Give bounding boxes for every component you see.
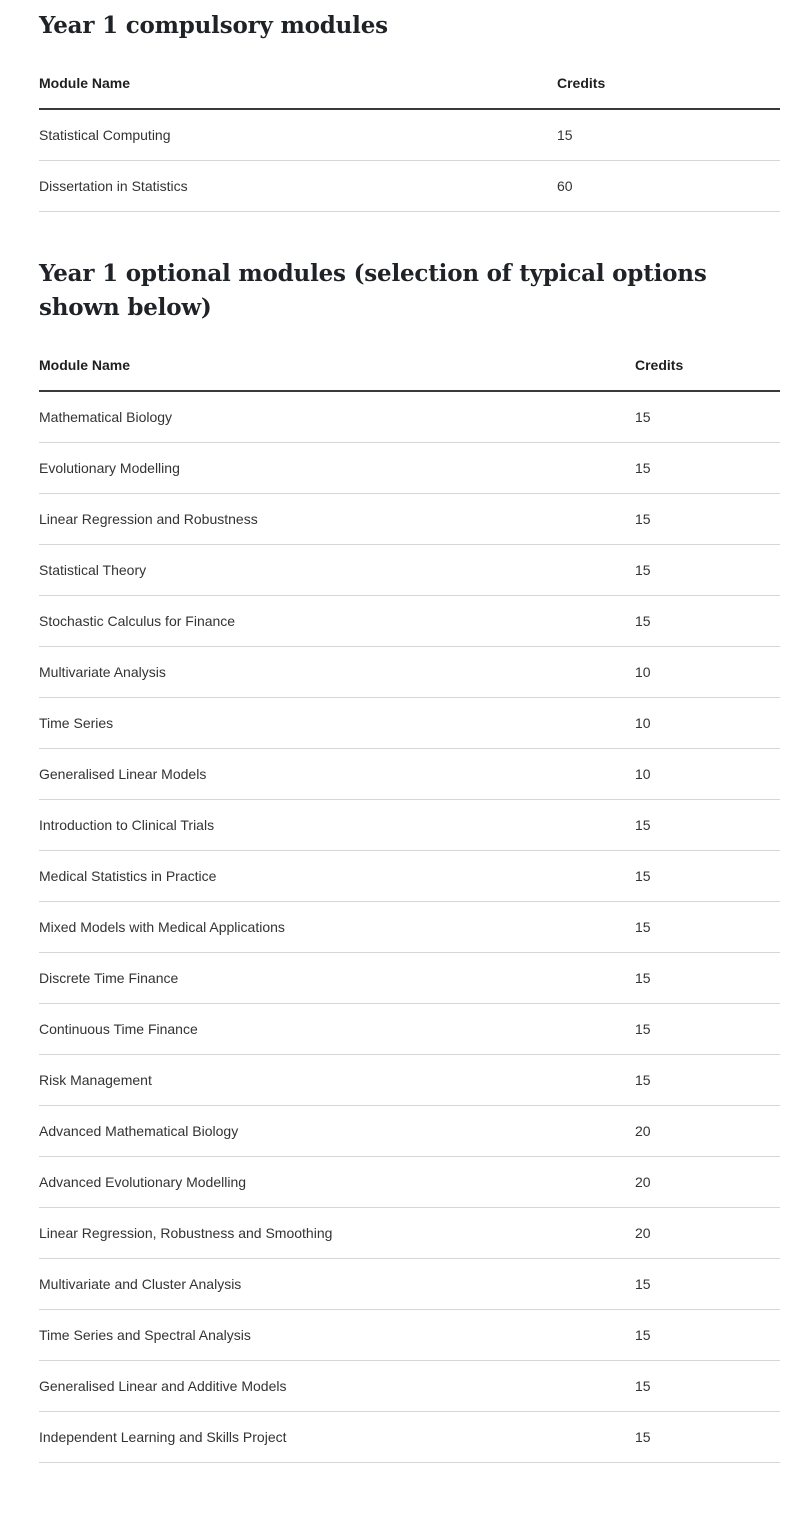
table-row xyxy=(39,391,780,443)
module-name-cell: Linear Regression and Robustness xyxy=(39,494,635,545)
module-name-cell: Mathematical Biology xyxy=(39,391,635,443)
table-row xyxy=(39,749,780,800)
module-name-cell: Introduction to Clinical Trials xyxy=(39,800,635,851)
module-name-cell: Discrete Time Finance xyxy=(39,953,635,1004)
credits-cell: 15 xyxy=(635,902,780,953)
credits-column-header: Credits xyxy=(635,340,780,391)
optional-modules-heading: Year 1 optional modules (selection of typical options shown below) xyxy=(39,260,707,321)
table-header-row xyxy=(39,58,780,109)
module-name-cell: Statistical Theory xyxy=(39,545,635,596)
compulsory-modules-body xyxy=(39,109,780,212)
credits-cell: 15 xyxy=(635,1004,780,1055)
module-name-cell: Time Series xyxy=(39,698,635,749)
table-row xyxy=(39,494,780,545)
module-name-cell: Linear Regression, Robustness and Smoothing xyxy=(39,1208,635,1259)
credits-cell: 15 xyxy=(635,1259,780,1310)
credits-cell: 20 xyxy=(635,1157,780,1208)
credits-cell: 15 xyxy=(635,953,780,1004)
module-name-cell: Mixed Models with Medical Applications xyxy=(39,902,635,953)
credits-cell: 15 xyxy=(635,1361,780,1412)
credits-cell: 10 xyxy=(635,749,780,800)
table-header-row xyxy=(39,340,780,391)
optional-modules-table xyxy=(39,340,780,1463)
table-row xyxy=(39,698,780,749)
credits-cell: 20 xyxy=(635,1106,780,1157)
module-name-cell: Independent Learning and Skills Project xyxy=(39,1412,635,1463)
compulsory-modules-heading: Year 1 compulsory modules xyxy=(39,12,388,39)
credits-cell: 15 xyxy=(557,109,780,161)
table-row xyxy=(39,161,780,212)
table-row xyxy=(39,647,780,698)
table-row xyxy=(39,596,780,647)
module-name-cell: Risk Management xyxy=(39,1055,635,1106)
module-name-cell: Advanced Mathematical Biology xyxy=(39,1106,635,1157)
credits-cell: 20 xyxy=(635,1208,780,1259)
module-name-cell: Multivariate Analysis xyxy=(39,647,635,698)
table-row xyxy=(39,1157,780,1208)
credits-cell: 10 xyxy=(635,698,780,749)
credits-cell: 60 xyxy=(557,161,780,212)
table-row xyxy=(39,1259,780,1310)
credits-cell: 15 xyxy=(635,851,780,902)
table-row xyxy=(39,443,780,494)
module-name-cell: Multivariate and Cluster Analysis xyxy=(39,1259,635,1310)
credits-cell: 10 xyxy=(635,647,780,698)
table-row xyxy=(39,1106,780,1157)
module-name-column-header: Module Name xyxy=(39,58,557,109)
module-name-column-header: Module Name xyxy=(39,340,635,391)
module-name-cell: Statistical Computing xyxy=(39,109,557,161)
credits-cell: 15 xyxy=(635,1412,780,1463)
credits-cell: 15 xyxy=(635,1055,780,1106)
table-row xyxy=(39,1310,780,1361)
credits-cell: 15 xyxy=(635,545,780,596)
table-row xyxy=(39,109,780,161)
table-row xyxy=(39,953,780,1004)
module-name-cell: Generalised Linear Models xyxy=(39,749,635,800)
optional-modules-body xyxy=(39,391,780,1463)
compulsory-modules-table xyxy=(39,58,780,212)
module-name-cell: Generalised Linear and Additive Models xyxy=(39,1361,635,1412)
credits-cell: 15 xyxy=(635,1310,780,1361)
table-row xyxy=(39,1412,780,1463)
credits-cell: 15 xyxy=(635,596,780,647)
credits-cell: 15 xyxy=(635,443,780,494)
credits-column-header: Credits xyxy=(557,58,780,109)
module-name-cell: Evolutionary Modelling xyxy=(39,443,635,494)
module-name-cell: Continuous Time Finance xyxy=(39,1004,635,1055)
credits-cell: 15 xyxy=(635,800,780,851)
module-name-cell: Dissertation in Statistics xyxy=(39,161,557,212)
module-name-cell: Medical Statistics in Practice xyxy=(39,851,635,902)
table-row xyxy=(39,545,780,596)
module-name-cell: Advanced Evolutionary Modelling xyxy=(39,1157,635,1208)
table-row xyxy=(39,800,780,851)
module-name-cell: Time Series and Spectral Analysis xyxy=(39,1310,635,1361)
table-row xyxy=(39,851,780,902)
table-row xyxy=(39,1004,780,1055)
table-row xyxy=(39,1055,780,1106)
module-name-cell: Stochastic Calculus for Finance xyxy=(39,596,635,647)
credits-cell: 15 xyxy=(635,391,780,443)
table-row xyxy=(39,1361,780,1412)
credits-cell: 15 xyxy=(635,494,780,545)
table-row xyxy=(39,902,780,953)
table-row xyxy=(39,1208,780,1259)
